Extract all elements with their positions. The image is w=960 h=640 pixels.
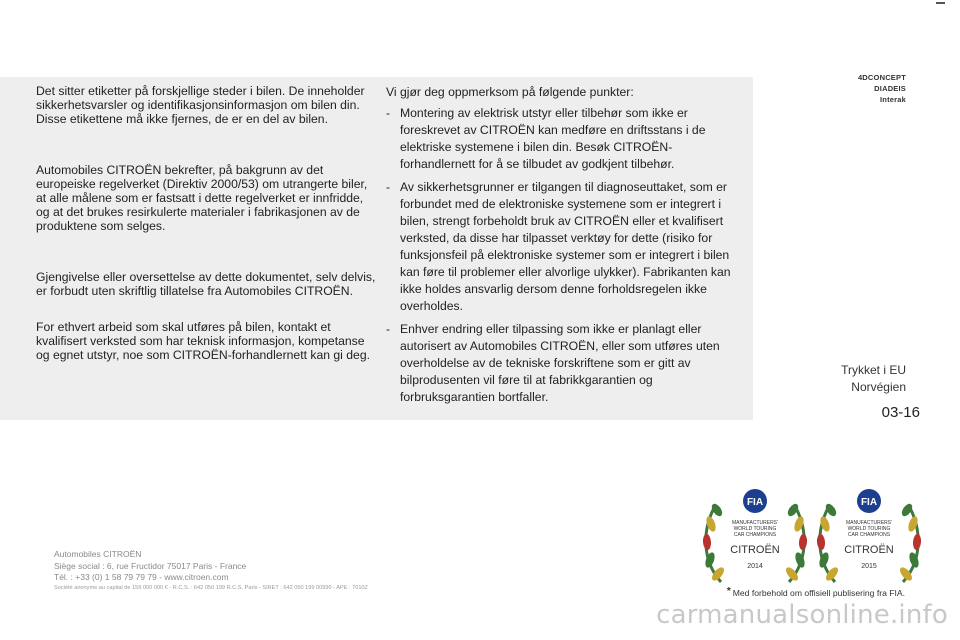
badge-brand: CITROËN bbox=[730, 544, 780, 556]
list-item bbox=[386, 105, 736, 173]
fia-logo-text: FIA bbox=[746, 497, 764, 508]
list-item-text: Enhver endring eller tilpassing som ikke er planlagt eller autorisert av Automobiles CITROËN, eller som utføres uten overholdelse av de tekniske forskriftene som er gitt av bilprodusenten vil føre til at fabrikkgarantien og forbruksgarantien bortfaller. bbox=[400, 322, 720, 404]
badge-title-line: MANUFACTURERS' bbox=[732, 520, 778, 526]
company-legal: Société anonyme au capital de 159 000 000 € - R.C.S. : 642 050 199 R.C.S. Paris - SIRET : 642 050 199 00990 - APE : 7010Z bbox=[54, 584, 368, 591]
badge-year: 2014 bbox=[747, 563, 763, 570]
company-contact: Tél. : +33 (0) 1 58 79 79 79 - www.citroen.com bbox=[54, 572, 229, 582]
workshop-paragraph: For ethvert arbeid som skal utføres på bilen, kontakt et kvalifisert verksted som har teknisk informasjon, kompetanse og egnet utstyr, noe som CITROËN-forhandlernett kan gi deg. bbox=[36, 320, 370, 363]
right-column bbox=[386, 84, 736, 412]
top-dash-mark bbox=[936, 2, 945, 4]
laurel-wreath-icon bbox=[816, 502, 921, 583]
badge-title-line: CAR CHAMPIONS bbox=[847, 532, 891, 538]
production-credits bbox=[858, 72, 906, 105]
credit-line: 4DCONCEPT bbox=[857, 73, 906, 82]
credit-line: Interak bbox=[880, 95, 906, 104]
bullet-dash: - bbox=[386, 180, 391, 194]
credit-line: DIADEIS bbox=[874, 84, 906, 93]
list-item-text: Av sikkerhetsgrunner er tilgangen til diagnoseuttaket, som er forbundet med de elektroniske systemene som er integrert i bilen, strengt forbeholdt bruk av CITROËN eller et kvalifisert verksted, da disse har tilpasset verktøy for dette (risiko for funksjonsfeil på elektroniske systemer som er integrert i bilen kan føre til problemer eller alvorlige ulykker). Fabrikanten kan ikke holdes ansvarlig dersom denne forholdsregelen ikke overholdes. bbox=[400, 180, 731, 313]
fia-champion-badge-2014 bbox=[697, 484, 813, 589]
footnote-star: * bbox=[726, 586, 731, 597]
labels-paragraph: Det sitter etiketter på forskjellige steder i bilen. De inneholder sikkerhetsvarsler og identifikasjonsinformasjon om bilen din. Disse etikettene må ikke fjernes, de er en del av bilen. bbox=[36, 84, 365, 127]
printed-country: Norvégien bbox=[851, 380, 906, 394]
notice-list bbox=[386, 105, 736, 406]
company-name: Automobiles CITROËN bbox=[54, 549, 142, 559]
footnote-text: Med forbehold om offisiell publisering fra FIA. bbox=[732, 588, 905, 598]
page-number: 03-16 bbox=[881, 404, 920, 421]
company-address: Siège social : 6, rue Fructidor 75017 Paris - France bbox=[54, 560, 247, 571]
badge-brand: CITROËN bbox=[844, 544, 894, 556]
copyright-paragraph: Gjengivelse eller oversettelse av dette dokumentet, selv delvis, er forbudt uten skriftlig tillatelse fra Automobiles CITROËN. bbox=[36, 269, 376, 298]
badge-title-line: CAR CHAMPIONS bbox=[733, 532, 777, 538]
fia-champion-badge-2015 bbox=[811, 484, 927, 589]
notice-intro: Vi gjør deg oppmerksom på følgende punkter: bbox=[386, 85, 634, 99]
left-column bbox=[36, 84, 376, 363]
printed-line: Trykket i EU bbox=[841, 363, 906, 377]
recycling-paragraph: Automobiles CITROËN bekrefter, på bakgrunn av det europeiske regelverket (Direktiv 2000/53) om utrangerte biler, at alle målene som er fastsatt i dette regelverket er innfridde, og at det brukes resirkulerte materialer i fabrikasjonen av de produktene som selges. bbox=[36, 162, 368, 234]
bullet-dash: - bbox=[386, 322, 391, 336]
badge-title-line: WORLD TOURING bbox=[733, 526, 777, 532]
company-footer bbox=[54, 549, 368, 592]
list-item-text: Montering av elektrisk utstyr eller tilbehør som ikke er foreskrevet av CITROËN kan medføre en driftsstans i de elektriske systemene i bilen din. Besøk CITROËN-forhandlernett for å se tilbudet av godkjent tilbehør. bbox=[400, 106, 706, 171]
list-item bbox=[386, 179, 736, 315]
badge-title-line: WORLD TOURING bbox=[847, 526, 891, 532]
bullet-dash: - bbox=[386, 106, 391, 120]
laurel-wreath-icon bbox=[702, 502, 807, 583]
printed-in bbox=[841, 362, 906, 396]
badge-title-line: MANUFACTURERS' bbox=[846, 520, 892, 526]
fia-footnote bbox=[727, 586, 905, 598]
badge-year: 2015 bbox=[861, 563, 877, 570]
fia-logo-text: FIA bbox=[860, 497, 878, 508]
list-item bbox=[386, 321, 736, 406]
site-watermark: carmanualsonline.info bbox=[656, 600, 948, 630]
